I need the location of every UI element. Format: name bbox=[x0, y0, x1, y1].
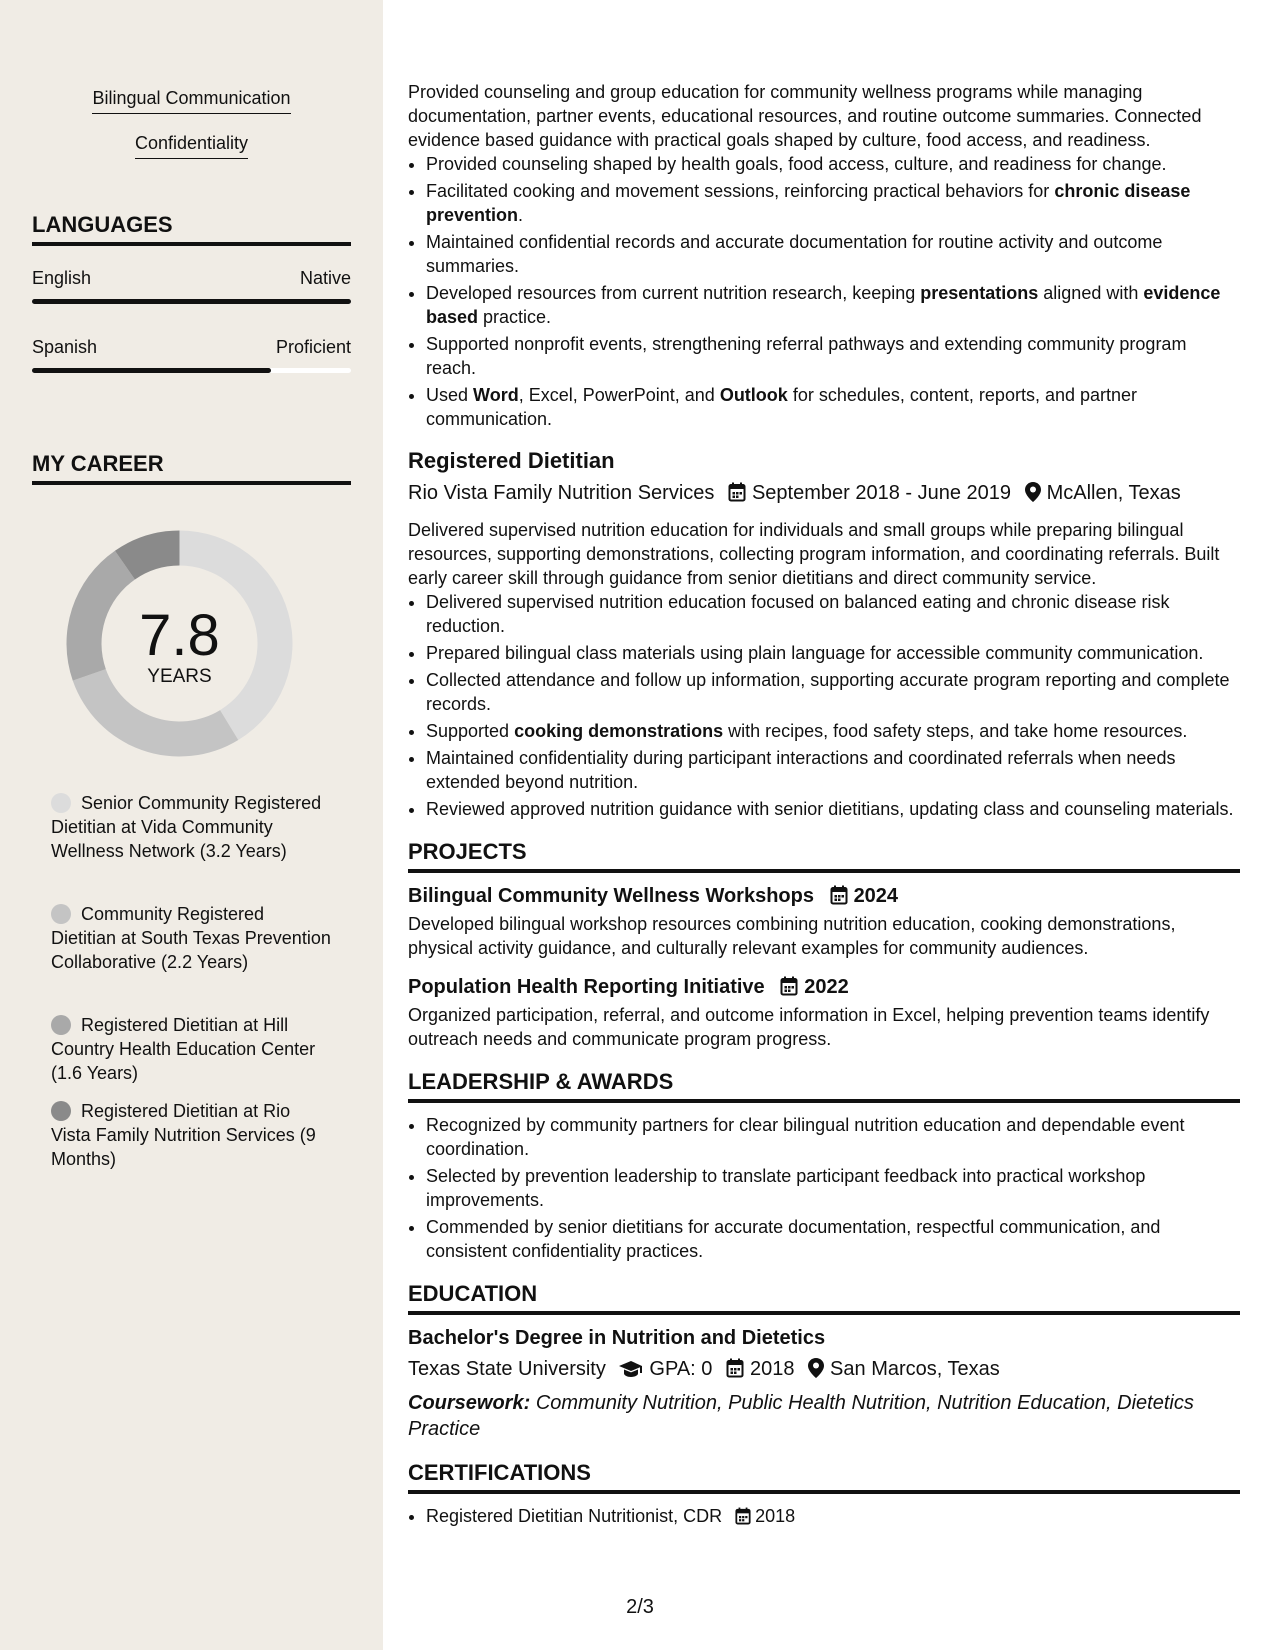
list-item: • Developed resources from current nutrition research, keeping presentations aligned with evidence based practice. bbox=[426, 281, 1240, 329]
project-year: 2022 bbox=[804, 976, 849, 998]
project-description: Developed bilingual workshop resources combining nutrition education, cooking demonstrations, physical activity guidance, and culturally relevant examples for community audiences. bbox=[408, 914, 1176, 958]
career-heading: MY CAREER bbox=[32, 451, 351, 485]
projects-heading: PROJECTS bbox=[408, 839, 1240, 873]
calendar-icon bbox=[728, 482, 746, 510]
list-item: • Facilitated cooking and movement sessions, reinforcing practical behaviors for chronic disease prevention. bbox=[426, 179, 1240, 227]
career-dot-icon bbox=[51, 904, 71, 924]
language-bar-fill bbox=[32, 368, 271, 373]
career-item: Senior Community Registered Dietitian at Vida Community Wellness Network (3.2 Years) bbox=[51, 793, 322, 861]
skill-item: Bilingual Communication bbox=[0, 88, 383, 114]
donut-segment bbox=[66, 551, 134, 681]
job-title: Registered Dietitian bbox=[408, 448, 615, 473]
list-item: • Delivered supervised nutrition education focused on balanced eating and chronic disease risk reduction. bbox=[426, 590, 1240, 638]
career-dot-icon bbox=[51, 1101, 71, 1121]
certifications-heading: CERTIFICATIONS bbox=[408, 1460, 1240, 1494]
career-donut-chart bbox=[66, 530, 293, 757]
job-location: McAllen, Texas bbox=[1046, 482, 1181, 504]
career-item: Community Registered Dietitian at South Texas Prevention Collaborative (2.2 Years) bbox=[51, 904, 331, 972]
gpa: GPA: 0 bbox=[649, 1358, 713, 1380]
calendar-icon bbox=[780, 976, 798, 1003]
project-title: Population Health Reporting Initiative 2022 bbox=[408, 974, 1240, 1003]
list-item: • Recognized by community partners for clear bilingual nutrition education and dependable event coordination. bbox=[426, 1113, 1240, 1161]
main-content bbox=[408, 80, 1240, 1534]
list-item: • Supported cooking demonstrations with recipes, food safety steps, and take home resources. bbox=[426, 719, 1240, 743]
education-meta bbox=[408, 1355, 1240, 1386]
career-dot-icon bbox=[51, 793, 71, 813]
coursework-label: Coursework: bbox=[408, 1392, 531, 1414]
skill-item: Confidentiality bbox=[0, 133, 383, 159]
project-year: 2024 bbox=[853, 885, 899, 907]
sidebar bbox=[0, 0, 383, 1650]
page-number: 2/3 bbox=[626, 1596, 654, 1618]
school-location: San Marcos, Texas bbox=[830, 1358, 1000, 1380]
language-bar bbox=[32, 368, 351, 373]
language-row bbox=[32, 268, 351, 289]
location-pin-icon bbox=[808, 1358, 824, 1386]
language-level: Proficient bbox=[275, 337, 351, 357]
graduation-cap-icon bbox=[619, 1358, 643, 1386]
list-item: • Provided counseling shaped by health goals, food access, culture, and readiness for change. bbox=[426, 152, 1240, 176]
location-pin-icon bbox=[1025, 482, 1041, 510]
job-bullets bbox=[408, 590, 1240, 821]
list-item: • Used Word, Excel, PowerPoint, and Outlook for schedules, content, reports, and partner communication. bbox=[426, 383, 1240, 431]
language-bar-fill bbox=[32, 299, 351, 304]
coursework bbox=[408, 1390, 1240, 1442]
career-unit: YEARS bbox=[147, 666, 212, 687]
list-item bbox=[426, 1504, 1240, 1531]
language-bar bbox=[32, 299, 351, 304]
career-item: Registered Dietitian at Rio Vista Family Nutrition Services (9 Months) bbox=[51, 1101, 316, 1169]
language-row bbox=[32, 337, 351, 358]
list-item: • Prepared bilingual class materials using plain language for accessible community communication. bbox=[426, 641, 1240, 665]
languages-heading: LANGUAGES bbox=[32, 212, 351, 246]
job-summary: Delivered supervised nutrition education for individuals and small groups while preparing bilingual resources, supporting demonstrations, collecting program information, and coordinating referrals. Built early career skill through guidance from senior dietitians and direct community service. bbox=[408, 520, 1220, 588]
project-description: Organized participation, referral, and outcome information in Excel, helping prevention teams identify outreach needs and communicate program progress. bbox=[408, 1005, 1210, 1049]
calendar-icon bbox=[735, 1507, 751, 1531]
awards-list bbox=[408, 1113, 1240, 1263]
project-title: Bilingual Community Wellness Workshops 2024 bbox=[408, 883, 1240, 912]
list-item: • Collected attendance and follow up information, supporting accurate program reporting and complete records. bbox=[426, 668, 1240, 716]
career-dot-icon bbox=[51, 1015, 71, 1035]
education-heading: EDUCATION bbox=[408, 1281, 1240, 1315]
list-item: • Maintained confidentiality during participant interactions and coordinated referrals when needs extended beyond nutrition. bbox=[426, 746, 1240, 794]
certification-name: Registered Dietitian Nutritionist, CDR bbox=[426, 1506, 723, 1526]
prev-job-summary: Provided counseling and group education for community wellness programs while managing documentation, partner events, educational resources, and routine outcome summaries. Connected evidence based guidance with practical goals shaped by culture, food access, and readiness. bbox=[408, 82, 1202, 150]
prev-job-bullets bbox=[408, 152, 1240, 431]
career-total: 7.8 bbox=[139, 603, 220, 668]
list-item: • Supported nonprofit events, strengthening referral pathways and extending community program reach. bbox=[426, 332, 1240, 380]
school-name: Texas State University bbox=[408, 1358, 606, 1380]
list-item: • Maintained confidential records and accurate documentation for routine activity and outcome summaries. bbox=[426, 230, 1240, 278]
degree-title: Bachelor's Degree in Nutrition and Dietetics bbox=[408, 1327, 826, 1349]
language-name: English bbox=[32, 268, 92, 288]
list-item: • Reviewed approved nutrition guidance with senior dietitians, updating class and counseling materials. bbox=[426, 797, 1240, 821]
calendar-icon bbox=[726, 1358, 744, 1386]
job-dates: September 2018 - June 2019 bbox=[751, 482, 1012, 504]
graduation-year: 2018 bbox=[749, 1358, 795, 1380]
list-item: • Commended by senior dietitians for accurate documentation, respectful communication, and consistent confidentiality practices. bbox=[426, 1215, 1240, 1263]
job-meta bbox=[408, 479, 1240, 510]
list-item: • Selected by prevention leadership to translate participant feedback into practical workshop improvements. bbox=[426, 1164, 1240, 1212]
coursework-list: Community Nutrition, Public Health Nutrition, Nutrition Education, Dietetics Practice bbox=[408, 1392, 1194, 1440]
job-company: Rio Vista Family Nutrition Services bbox=[408, 482, 715, 504]
language-name: Spanish bbox=[32, 337, 98, 357]
career-item: Registered Dietitian at Hill Country Health Education Center (1.6 Years) bbox=[51, 1015, 316, 1083]
certifications-list bbox=[408, 1504, 1240, 1531]
language-level: Native bbox=[299, 268, 351, 288]
certification-year: 2018 bbox=[755, 1506, 796, 1526]
awards-heading: LEADERSHIP & AWARDS bbox=[408, 1069, 1240, 1103]
calendar-icon bbox=[830, 885, 848, 912]
